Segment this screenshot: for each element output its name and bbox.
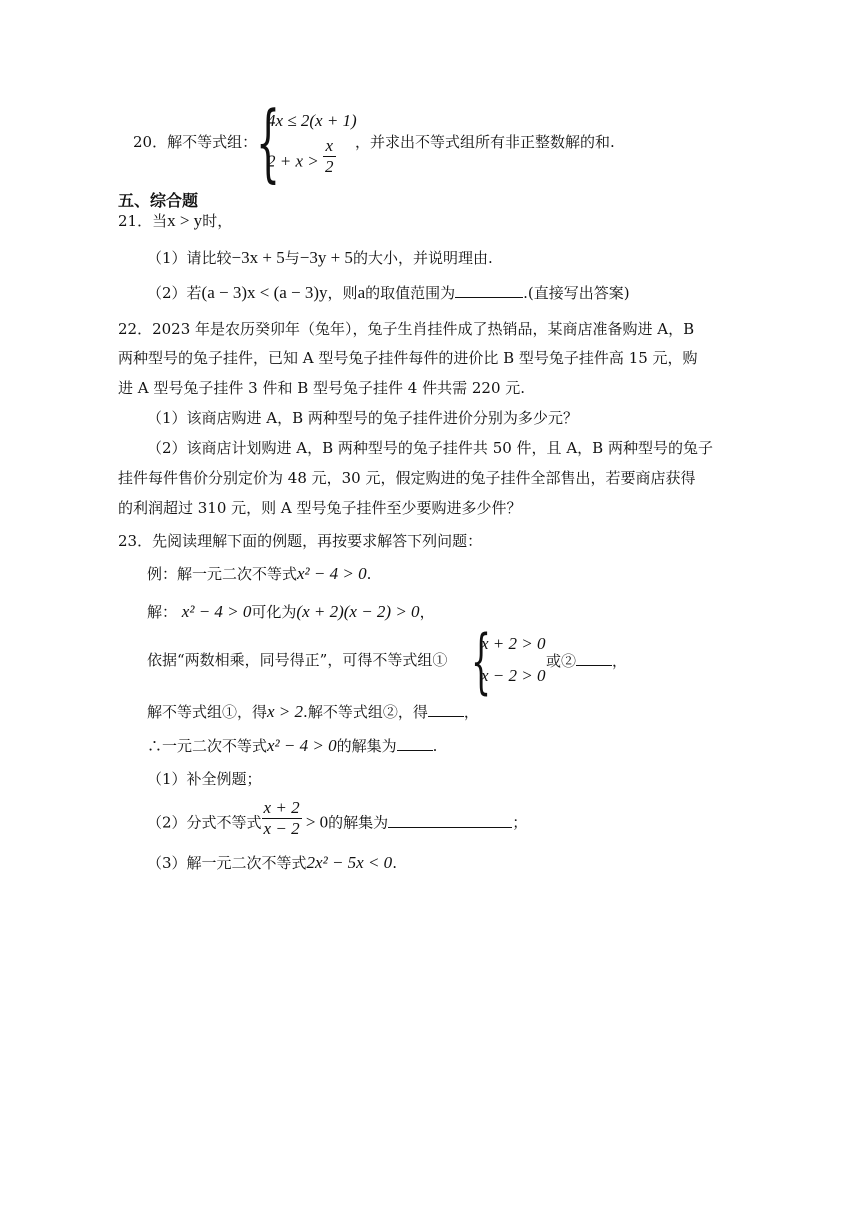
q23-solution-c: ， <box>419 603 435 621</box>
q21-p1-c: 的大小，并说明理由. <box>352 249 493 267</box>
q22-line-1: 22．2023 年是农历癸卯年（兔年），兔子生肖挂件成了热销品，某商店准备购进 A，B <box>118 320 695 338</box>
section-title: 五、综合题 <box>118 191 199 210</box>
q23-solve-c: ， <box>463 703 479 721</box>
q21-p2-expr: (a − 3)x < (a − 3)y <box>201 283 328 302</box>
q23-solve-expr: x > 2 <box>267 702 304 721</box>
q23-p2-rel: > 0 <box>301 812 329 832</box>
q20-fraction-numerator: x <box>323 136 336 157</box>
q20-fraction <box>323 136 336 177</box>
q23-stem: 23．先阅读理解下面的例题，再按要求解答下列问题： <box>118 532 483 550</box>
q21-p1-expr-1: −3x + 5 <box>231 248 285 267</box>
q21-stem-a: 21．当 <box>118 212 168 230</box>
q23-p3-expr: 2x² − 5x < 0 <box>306 853 393 872</box>
q23-system-line-2: x − 2 > 0 <box>481 666 546 685</box>
q22-line-3: 进 A 型号兔子挂件 3 件和 B 型号兔子挂件 4 件共需 220 元. <box>118 379 526 397</box>
q23-solve <box>147 700 479 723</box>
q23-p3-b: . <box>392 854 397 872</box>
q21-p1-b: 与 <box>284 249 300 267</box>
q21-p2-b: ，则 <box>327 284 358 302</box>
q23-example-expr: x² − 4 > 0 <box>297 564 367 583</box>
q20-fraction-denominator: 2 <box>325 157 334 176</box>
q23-system-line-1: x + 2 > 0 <box>481 634 546 653</box>
q23-solution-b: 可化为 <box>251 603 297 621</box>
q21-stem-b: 时， <box>202 212 233 230</box>
q23-p2-answer-blank[interactable] <box>388 811 512 828</box>
q23-conclusion-c: . <box>432 737 438 755</box>
q23-p2-d: ； <box>512 813 528 832</box>
q23-p3-a: （3）解一元二次不等式 <box>147 854 307 872</box>
q23-example-a: 例：解一元二次不等式 <box>147 565 298 583</box>
q23-conclusion-expr: x² − 4 > 0 <box>267 736 337 755</box>
q23-solution-a: 解： <box>147 603 178 621</box>
q21-part-2 <box>147 281 630 304</box>
q23-system-brace: { <box>471 620 492 702</box>
q23-example <box>147 563 371 585</box>
q22-part-2-line-1: （2）该商店计划购进 A，B 两种型号的兔子挂件共 50 件，且 A，B 两种型号的兔子 <box>147 439 713 457</box>
q22-line-2: 两种型号的兔子挂件，已知 A 型号兔子挂件每件的进价比 B 型号兔子挂件高 15 元，购 <box>118 349 698 367</box>
q20-inequality-2 <box>267 136 336 177</box>
q23-conclusion-a: ∴一元二次不等式 <box>147 737 268 755</box>
q23-solve-blank[interactable] <box>428 700 464 717</box>
q20-label: 20．解不等式组： <box>133 133 258 151</box>
q21-stem <box>118 210 232 232</box>
q23-solution-expr-2: (x + 2)(x − 2) > 0 <box>296 602 420 621</box>
q23-conclusion <box>147 734 437 757</box>
q20-number <box>133 131 257 153</box>
q22-part-2-line-3: 的利润超过 310 元，则 A 型号兔子挂件至少要购进多少件？ <box>118 499 522 517</box>
q21-p1-a: （1）请比较 <box>147 249 232 267</box>
q20-tail: ，并求出不等式组所有非正整数解的和. <box>355 133 615 151</box>
q20-eq2-left: 2 + x > <box>267 151 323 171</box>
q21-p2-d: .(直接写出答案) <box>523 284 630 302</box>
q23-basis-tail <box>546 649 627 672</box>
q23-example-b: . <box>366 565 372 583</box>
q22-part-1: （1）该商店购进 A，B 两种型号的兔子挂件进价分别为多少元？ <box>147 409 578 427</box>
q23-p2-denominator: x − 2 <box>263 819 300 838</box>
q21-p2-var: a <box>357 283 366 302</box>
q23-basis <box>147 649 447 671</box>
q23-basis-b: 或② <box>546 652 577 670</box>
q23-p2-numerator: x + 2 <box>263 798 300 817</box>
q23-p2-fraction <box>262 798 302 839</box>
q20-brace: { <box>256 93 281 191</box>
q23-solution <box>147 601 435 623</box>
q23-conclusion-b: 的解集为 <box>336 737 397 755</box>
q23-solution-expr-1: x² − 4 > 0 <box>181 602 252 621</box>
q21-part-1 <box>147 247 493 269</box>
q23-solve-b: .解不等式组②，得 <box>303 703 428 721</box>
q21-p1-expr-2: −3y + 5 <box>299 248 353 267</box>
q23-solve-a: 解不等式组①，得 <box>147 703 268 721</box>
q23-part-3 <box>147 852 397 874</box>
q23-part-1: （1）补全例题； <box>147 770 262 788</box>
q23-part-2 <box>147 798 528 839</box>
q22-part-2-line-2: 挂件每件售价分别定价为 48 元，30 元，假定购进的兔子挂件全部售出，若要商店获得 <box>118 469 696 487</box>
q21-p2-c: 的取值范围为 <box>365 284 456 302</box>
q23-p2-c: 的解集为 <box>328 813 389 832</box>
q23-solution-set-blank[interactable] <box>397 734 433 751</box>
q21-p2-a: （2）若 <box>147 284 202 302</box>
q23-system-2-blank[interactable] <box>576 649 612 666</box>
q23-basis-c: ， <box>612 652 628 670</box>
q21-stem-math: x > y <box>167 211 203 230</box>
q23-p2-a: （2）分式不等式 <box>147 813 262 832</box>
q23-basis-a: 依据“两数相乘，同号得正”，可得不等式组① <box>147 651 448 669</box>
q20-inequality-1: 4x ≤ 2(x + 1) <box>267 111 357 130</box>
q21-answer-blank[interactable] <box>455 281 523 298</box>
